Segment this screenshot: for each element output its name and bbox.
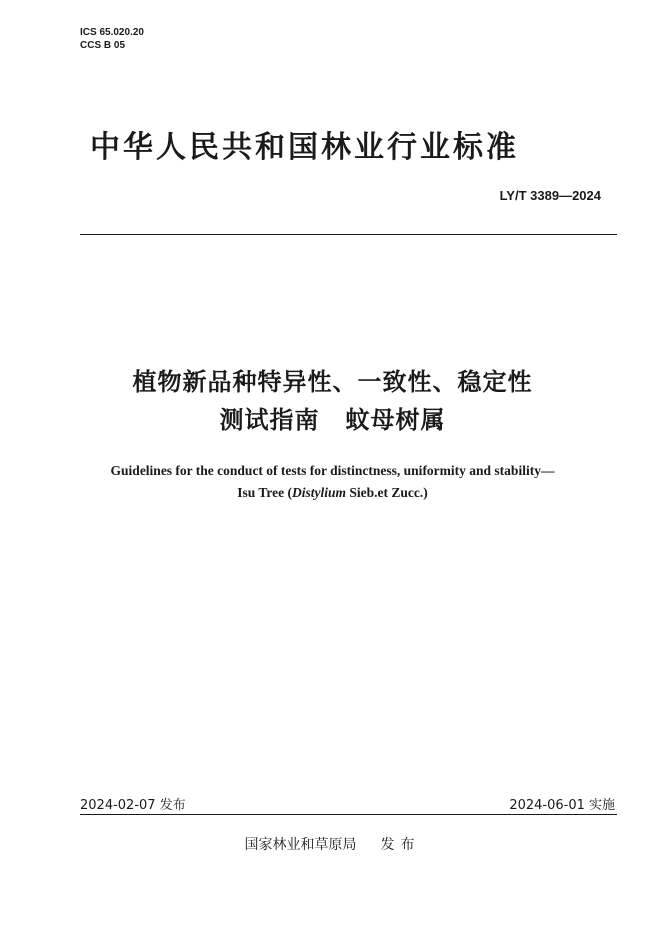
- issuer-name: 国家林业和草原局: [244, 837, 357, 853]
- bottom-divider: [80, 814, 617, 815]
- english-title-prefix: Isu Tree (: [237, 485, 292, 500]
- chinese-title-line-2-part-2: 蚊母树属: [345, 406, 446, 434]
- english-title-line-1: Guidelines for the conduct of tests for distinctness, uniformity and stability—: [110, 463, 555, 478]
- publish-date: 2024-02-07 发布: [80, 798, 186, 813]
- standard-number: LY/T 3389—2024: [499, 188, 601, 203]
- top-divider: [80, 234, 617, 235]
- standard-category-title: 中华人民共和国林业行业标准: [90, 130, 519, 165]
- english-title-line-2: [0, 485, 665, 501]
- classification-codes: [80, 26, 144, 52]
- implement-date: 2024-06-01 实施: [509, 798, 615, 813]
- chinese-title-line-2: [0, 400, 665, 435]
- issuing-authority: [0, 834, 665, 854]
- english-title-genus: Distylium: [292, 485, 347, 500]
- chinese-title-line-1: 植物新品种特异性、一致性、稳定性: [132, 368, 533, 396]
- ccs-code: CCS B 05: [80, 40, 126, 51]
- english-title-suffix: Sieb.et Zucc.): [346, 485, 428, 500]
- ics-code: ICS 65.020.20: [80, 27, 144, 38]
- chinese-title-line-2-part-1: 测试指南: [219, 406, 320, 434]
- issue-action: 发布: [380, 837, 421, 853]
